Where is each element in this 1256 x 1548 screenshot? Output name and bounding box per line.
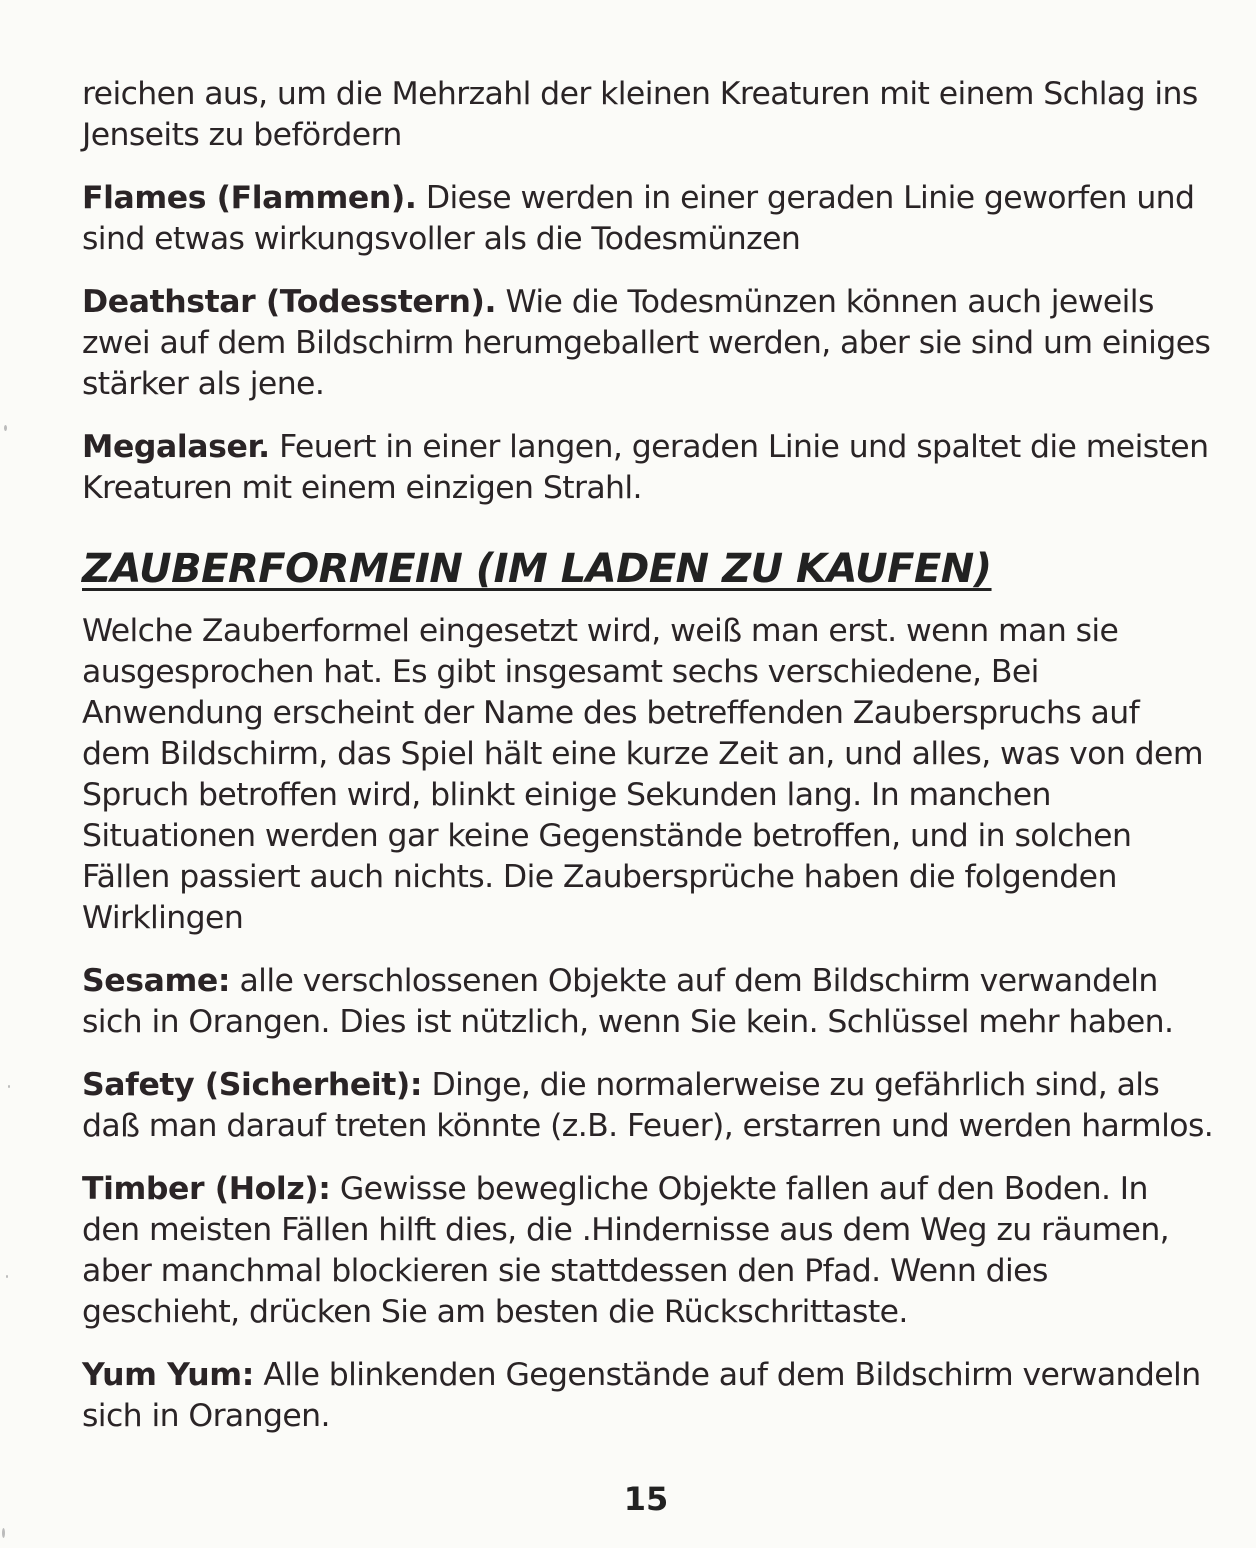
scan-speck [4,425,7,431]
weapon-paragraph-continuation [82,74,1214,156]
spell-term: Yum Yum: [82,1357,254,1393]
spell-text: alle verschlossenen Objekte auf dem Bildschirm verwandeln sich in Orangen. Dies ist nützlich, wenn Sie kein. Schlüssel mehr haben. [82,963,1174,1040]
spell-term: Timber (Holz): [82,1171,331,1207]
spell-paragraph-timber [82,1169,1214,1333]
scan-speck [8,1085,10,1088]
spell-term: Safety (Sicherheit): [82,1067,423,1103]
spell-paragraph-safety [82,1065,1214,1147]
paragraph-text: reichen aus, um die Mehrzahl der kleinen Kreaturen mit einem Schlag ins Jenseits zu befördern [82,76,1198,153]
weapon-paragraph-deathstar [82,282,1214,405]
spell-paragraph-sesame [82,961,1214,1043]
paragraph-text: Diese werden in einer geraden Linie geworfen und sind etwas wirkungsvoller als die Todesmünzen [82,180,1195,257]
spell-paragraph-yumyum [82,1355,1214,1437]
scan-speck [6,1275,8,1278]
paragraph-term: Flames (Flammen). [82,180,417,216]
page-number: 15 [623,1480,669,1518]
spells-intro: Welche Zauberformel eingesetzt wird, weiß man erst. wenn man sie ausgesprochen hat. Es gibt insgesamt sechs verschiedene, Bei Anwendung erscheint der Name des betreffenden Zauberspruchs auf dem Bildschirm, das Spiel hält eine kurze Zeit an, und alles, was von dem Spruch betroffen wird, blinkt einige Sekunden lang. In manchen Situationen werden gar keine Gegenstände betroffen, und in solchen Fällen passiert auch nichts. Die Zaubersprüche haben die folgenden Wirklingen [82,613,1203,936]
weapon-paragraph-flames [82,178,1214,260]
scan-speck [2,1528,5,1538]
manual-page [82,74,1214,1459]
paragraph-text: Wie die Todesmünzen können auch jeweils zwei auf dem Bildschirm herumgeballert werden, aber sie sind um einiges stärker als jene. [82,284,1211,402]
paragraph-text: Feuert in einer langen, geraden Linie und spaltet die meisten Kreaturen mit einem einzigen Strahl. [82,429,1209,506]
section-heading: ZAUBERFORMEIN (IM LADEN ZU KAUFEN) [82,546,992,592]
paragraph-term: Deathstar (Todesstern). [82,284,497,320]
spell-text: Alle blinkenden Gegenstände auf dem Bildschirm verwandeln sich in Orangen. [82,1357,1201,1434]
spell-text: Dinge, die normalerweise zu gefährlich sind, als daß man darauf treten könnte (z.B. Feuer), erstarren und werden harmlos. [82,1067,1214,1144]
spell-term: Sesame: [82,963,231,999]
weapon-paragraph-megalaser [82,427,1214,509]
paragraph-term: Megalaser. [82,429,270,465]
spell-text: Gewisse bewegliche Objekte fallen auf den Boden. In den meisten Fällen hilft dies, die .Hindernisse aus dem Weg zu räumen, aber manchmal blockieren sie stattdessen den Pfad. Wenn dies geschieht, drücken Sie am besten die Rückschrittaste. [82,1171,1170,1330]
